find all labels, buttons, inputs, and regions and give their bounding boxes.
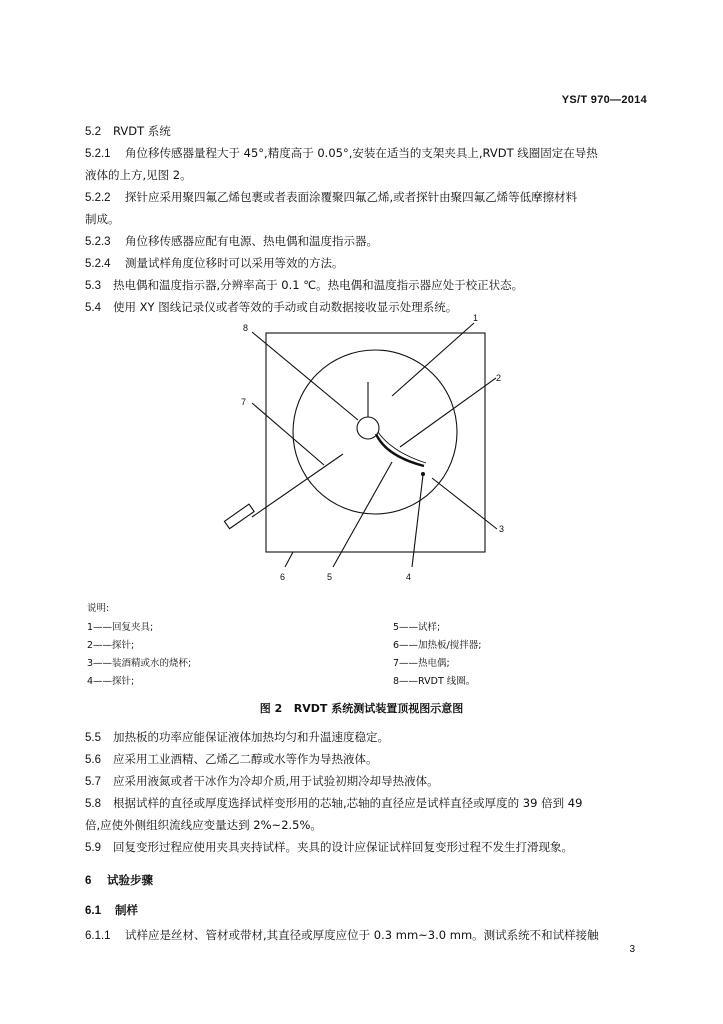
clause-5-9 bbox=[85, 836, 645, 859]
legend-item: 7——热电偶; bbox=[393, 658, 450, 669]
clause-text: 热电偶和温度指示器,分辨率高于 0.1 ℃。热电偶和温度指示器应处于校正状态。 bbox=[113, 278, 524, 292]
clause-number: 6.1.1 bbox=[85, 930, 111, 942]
clause-number: 5.2.1 bbox=[85, 148, 111, 160]
section-6-1-heading bbox=[85, 902, 138, 918]
section-number: 6 bbox=[85, 875, 92, 887]
callout-4: 4 bbox=[406, 572, 412, 582]
leader-line-4 bbox=[412, 475, 423, 567]
leader-line-2 bbox=[400, 378, 496, 447]
clause-text: 使用 XY 图线记录仪或者等效的手动或自动数据接收显示处理系统。 bbox=[113, 300, 458, 314]
clause-text: 加热板的功率应能保证液体加热均匀和升温速度稳定。 bbox=[113, 730, 389, 744]
page-number: 3 bbox=[629, 944, 635, 955]
leader-line-6 bbox=[285, 552, 293, 567]
callout-6: 6 bbox=[280, 572, 286, 582]
clause-text: 试样应是丝材、管材或带材,其直径或厚度应位于 0.3 mm~3.0 mm。测试系统不和试样接触 bbox=[125, 928, 599, 942]
clause-5-5 bbox=[85, 726, 645, 749]
heating-plate-square bbox=[266, 333, 485, 552]
thermocouple-tip bbox=[421, 472, 425, 476]
callout-1: 1 bbox=[473, 313, 479, 323]
thermocouple-probe bbox=[224, 504, 254, 529]
clause-number: 5.3 bbox=[85, 280, 101, 292]
clause-number: 5.8 bbox=[85, 798, 101, 810]
clause-number: 5.6 bbox=[85, 754, 101, 766]
figure-caption: 图 2 RVDT 系统测试装置顶视图示意图 bbox=[259, 702, 464, 715]
clause-5-2-1-continued: 液体的上方,见图 2。 bbox=[85, 168, 192, 182]
clause-text: 回复变形过程应使用夹具夹持试样。夹具的设计应保证试样回复变形过程不发生打滑现象。 bbox=[113, 840, 573, 854]
callout-7: 7 bbox=[241, 397, 247, 407]
callout-5: 5 bbox=[327, 572, 333, 582]
clause-5-6 bbox=[85, 748, 645, 771]
legend-item: 8——RVDT 线圈。 bbox=[393, 676, 476, 687]
legend-item: 3——装酒精或水的烧杯; bbox=[87, 658, 192, 669]
section-title: 制样 bbox=[115, 903, 138, 917]
clause-text: 角位移传感器量程大于 45°,精度高于 0.05°,安装在适当的支架夹具上,RVDT 线圈固定在导热 bbox=[125, 146, 598, 160]
legend-item: 5——试样; bbox=[393, 622, 441, 633]
clause-5-8 bbox=[85, 792, 645, 815]
legend-item: 4——探针; bbox=[87, 676, 135, 687]
leader-line-5 bbox=[333, 462, 392, 567]
clause-text: 应采用工业酒精、乙烯乙二醇或水等作为导热液体。 bbox=[113, 752, 378, 766]
clause-number: 5.9 bbox=[85, 842, 101, 854]
legend-item: 6——加热板/搅拌器; bbox=[393, 640, 482, 651]
leader-line-7 bbox=[252, 403, 324, 465]
clause-number: 5.2.4 bbox=[85, 258, 111, 270]
callout-8: 8 bbox=[243, 323, 249, 333]
section-number: 6.1 bbox=[85, 905, 101, 917]
section-title: RVDT 系统 bbox=[113, 124, 171, 138]
clause-5-2-2-continued: 制成。 bbox=[85, 212, 120, 226]
clause-number: 5.2.3 bbox=[85, 236, 111, 248]
clause-5-7 bbox=[85, 770, 645, 793]
section-number: 5.2 bbox=[85, 126, 101, 138]
leader-line-3 bbox=[432, 478, 497, 529]
section-6-heading bbox=[85, 872, 153, 888]
clause-text: 应采用液氮或者干冰作为冷却介质,用于试验初期冷却导热液体。 bbox=[113, 774, 439, 788]
leader-line-1 bbox=[392, 323, 474, 396]
beaker-circle bbox=[293, 350, 457, 514]
clause-text: 角位移传感器应配有电源、热电偶和温度指示器。 bbox=[125, 234, 378, 248]
section-title: 试验步骤 bbox=[107, 873, 153, 887]
clause-5-8-continued: 倍,应使外侧组织流线应变量达到 2%~2.5%。 bbox=[85, 818, 322, 832]
clause-text: 探针应采用聚四氟乙烯包裹或者表面涂覆聚四氟乙烯,或者探针由聚四氟乙烯等低摩擦材料 bbox=[125, 190, 578, 204]
clause-6-1-1 bbox=[85, 924, 645, 947]
clause-number: 5.4 bbox=[85, 302, 101, 314]
clause-text: 根据试样的直径或厚度选择试样变形用的芯轴,芯轴的直径应是试样直径或厚度的 39 倍到 49 bbox=[113, 796, 583, 810]
legend-item: 1——回复夹具; bbox=[87, 622, 154, 633]
callout-2: 2 bbox=[496, 373, 502, 383]
callout-3: 3 bbox=[499, 524, 505, 534]
legend-title: 说明: bbox=[87, 603, 110, 614]
clause-number: 5.2.2 bbox=[85, 192, 111, 204]
leader-line-8 bbox=[252, 332, 358, 420]
clause-number: 5.5 bbox=[85, 732, 101, 744]
clause-number: 5.7 bbox=[85, 776, 101, 788]
legend-item: 2——探针; bbox=[87, 640, 135, 651]
clause-text: 测量试样角度位移时可以采用等效的方法。 bbox=[125, 256, 344, 270]
standard-code: YS/T 970—2014 bbox=[561, 94, 647, 106]
